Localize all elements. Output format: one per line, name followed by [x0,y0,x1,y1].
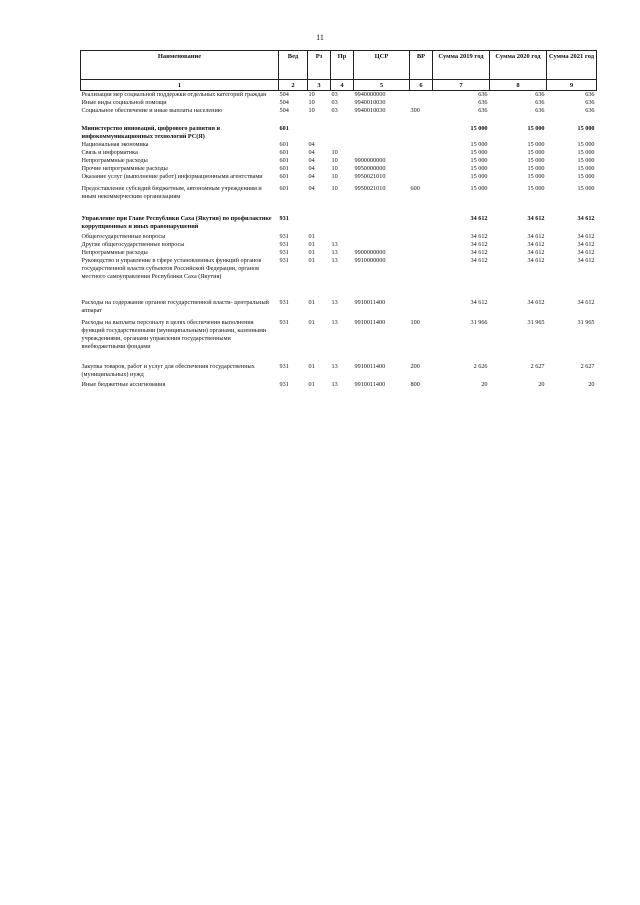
cell-csr: 9940010030 [354,107,386,114]
header-labels-row [81,51,597,80]
cell-csr [354,141,410,149]
cell-pr: 10 [331,173,338,180]
table-row [81,165,597,173]
cell-csr: 9950021010 [354,173,386,180]
cell-name: Непрограммные расходы [81,249,148,256]
cell-vr [410,157,433,165]
cell-sum-2021: 2 627 [580,363,595,370]
cell-rz: 01 [308,363,315,370]
col-header-sum-2019: Сумма 2019 год [433,51,490,80]
cell-pr [331,231,354,241]
cell-name: Руководство и управление в сфере установленных функций органов государственной власти субъектов Российской Федерации, органов местного самоуправления Республики Саха (Якутия) [81,257,262,280]
col-index-3: 3 [308,80,331,91]
cell-name: Иные бюджетные ассигнования [81,381,166,388]
cell-sum-2020: 15 000 [527,173,545,180]
cell-sum-2019: 15 000 [470,173,488,180]
cell-sum-2019: 15 000 [470,157,488,164]
cell-sum-2021: 15 000 [577,185,595,192]
cell-csr: 9900000000 [354,249,386,256]
cell-csr: 9910011400 [354,319,386,326]
cell-sum-2020: 636 [535,99,545,106]
header-index-row [81,80,597,91]
col-header-name: Наименование [81,51,279,80]
cell-csr: 9910011400 [354,381,386,388]
cell-sum-2019: 31 966 [470,319,488,326]
table-row [81,157,597,165]
cell-csr: 9950000000 [354,165,386,172]
col-index-7: 7 [433,80,490,91]
cell-ved: 931 [279,241,289,248]
cell-sum-2019: 15 000 [470,185,488,192]
cell-vr [410,165,433,173]
table-row [81,241,597,249]
cell-rz: 01 [308,257,315,264]
cell-ved: 601 [279,149,289,156]
cell-sum-2020: 636 [535,91,545,98]
cell-rz: 04 [308,165,315,172]
cell-pr: 10 [331,165,338,172]
cell-ved: 931 [279,233,289,240]
cell-sum-2020: 15 000 [527,165,545,172]
table-row [81,115,597,141]
col-index-4: 4 [331,80,354,91]
cell-sum-2020: 15 000 [527,149,545,156]
cell-vr: 600 [410,185,420,192]
cell-csr [354,201,410,231]
cell-ved: 601 [279,157,289,164]
cell-pr [331,201,354,231]
cell-vr: 300 [410,107,420,114]
cell-sum-2021: 15 000 [577,157,595,164]
cell-ved: 931 [279,257,289,264]
col-index-5: 5 [354,80,410,91]
cell-pr: 13 [331,257,338,264]
table-row [81,249,597,257]
cell-rz: 01 [308,299,315,306]
cell-sum-2019: 34 612 [470,257,488,264]
col-header-csr: ЦСР [354,51,410,80]
cell-rz: 04 [308,185,315,192]
table-body [81,91,597,390]
cell-sum-2021: 15 000 [577,125,595,132]
cell-ved: 504 [279,99,289,106]
cell-pr: 13 [331,299,338,306]
col-index-1: 1 [81,80,279,91]
cell-sum-2021: 636 [585,107,595,114]
cell-sum-2020: 34 612 [527,257,545,264]
cell-ved: 601 [279,141,289,148]
cell-ved: 931 [279,249,289,256]
cell-pr: 13 [331,249,338,256]
col-index-2: 2 [279,80,308,91]
cell-name: Связь и информатика [81,149,138,156]
cell-vr: 200 [410,363,420,370]
cell-sum-2019: 34 612 [470,215,488,222]
cell-pr: 10 [331,185,338,192]
cell-sum-2020: 636 [535,107,545,114]
cell-sum-2020: 2 627 [530,363,545,370]
cell-sum-2019: 34 612 [470,233,488,240]
cell-vr [410,249,433,257]
cell-sum-2019: 20 [481,381,488,388]
cell-sum-2020: 34 612 [527,215,545,222]
cell-name: Другие общегосударственные вопросы [81,241,185,248]
col-index-9: 9 [547,80,597,91]
cell-sum-2019: 636 [478,107,488,114]
cell-sum-2020: 34 612 [527,241,545,248]
cell-name: Предоставление субсидий бюджетным, автономным учреждениям и иным некоммерческим организациям [81,185,262,200]
cell-name: Прочие непрограммные расходы [81,165,168,172]
cell-rz [308,201,331,231]
table-row [81,257,597,281]
cell-ved: 931 [279,363,289,370]
col-header-rz: Рз [308,51,331,80]
cell-csr: 9940010030 [354,99,386,106]
cell-sum-2019: 15 000 [470,141,488,148]
cell-sum-2020: 15 000 [527,141,545,148]
col-header-sum-2020: Сумма 2020 год [490,51,547,80]
cell-sum-2021: 31 965 [577,319,595,326]
cell-csr: 9940000000 [354,91,386,98]
col-header-vr: ВР [410,51,433,80]
cell-sum-2019: 636 [478,91,488,98]
cell-ved: 504 [279,107,289,114]
table-row [81,181,597,201]
cell-rz: 04 [308,173,315,180]
cell-vr [410,91,433,100]
cell-rz [308,115,331,141]
table-row [81,379,597,389]
cell-pr: 10 [331,149,338,156]
cell-pr: 13 [331,241,338,248]
cell-rz: 04 [308,141,315,148]
cell-rz: 01 [308,241,315,248]
cell-csr: 9900000000 [354,157,386,164]
cell-rz: 04 [308,157,315,164]
cell-name: Расходы на содержание органов государственной власти- центральный аппарат [81,299,269,314]
cell-name: Общегосударственные вопросы [81,233,166,240]
cell-sum-2021: 636 [585,99,595,106]
cell-ved: 504 [279,91,289,98]
cell-vr [410,115,433,141]
cell-sum-2020: 31 965 [527,319,545,326]
cell-ved: 931 [279,381,289,388]
cell-sum-2019: 15 000 [470,165,488,172]
cell-csr [354,231,410,241]
cell-rz: 04 [308,149,315,156]
cell-sum-2021: 34 612 [577,241,595,248]
cell-pr [331,141,354,149]
cell-ved: 601 [279,125,289,132]
cell-vr [410,281,433,315]
cell-sum-2019: 15 000 [470,125,488,132]
cell-rz: 01 [308,249,315,256]
table-row [81,173,597,181]
cell-vr [410,257,433,281]
cell-rz: 10 [308,99,315,106]
cell-name: Иные виды социальной помощи [81,99,167,106]
cell-pr: 10 [331,157,338,164]
cell-sum-2020: 34 612 [527,249,545,256]
cell-ved: 601 [279,173,289,180]
cell-sum-2021: 20 [588,381,595,388]
table-row [81,141,597,149]
table-row [81,315,597,351]
cell-sum-2021: 34 612 [577,299,595,306]
cell-vr [410,141,433,149]
cell-sum-2019: 15 000 [470,149,488,156]
cell-csr [354,241,410,249]
col-header-sum-2021: Сумма 2021 год [547,51,597,80]
cell-sum-2020: 15 000 [527,185,545,192]
cell-sum-2021: 15 000 [577,173,595,180]
cell-rz: 10 [308,91,315,98]
cell-sum-2020: 15 000 [527,125,545,132]
cell-rz: 01 [308,381,315,388]
cell-name: Непрограммные расходы [81,157,148,164]
cell-pr: 03 [331,99,338,106]
cell-vr [410,99,433,107]
page-number: 11 [316,33,324,42]
table-row [81,149,597,157]
cell-rz: 01 [308,319,315,326]
cell-name: Управление при Главе Республики Саха (Якутия) по профилактике коррупционных и иных правонарушений [81,215,272,230]
cell-sum-2019: 34 612 [470,299,488,306]
cell-vr [410,201,433,231]
cell-vr: 800 [410,381,420,388]
cell-pr: 13 [331,381,338,388]
cell-name: Министерство инноваций, цифрового развития и инфокоммуникационных технологий РС(Я) [81,125,221,140]
cell-name: Национальная экономика [81,141,149,148]
cell-csr: 9910011400 [354,299,386,306]
cell-sum-2020: 20 [538,381,545,388]
table-row [81,99,597,107]
cell-ved: 931 [279,215,289,222]
cell-sum-2021: 34 612 [577,215,595,222]
table-row [81,107,597,115]
table-row [81,91,597,100]
cell-vr [410,149,433,157]
cell-sum-2019: 2 626 [473,363,488,370]
cell-sum-2019: 636 [478,99,488,106]
cell-sum-2019: 34 612 [470,249,488,256]
cell-name: Социальное обеспечение и иные выплаты населению [81,107,223,114]
cell-csr [354,115,410,141]
cell-sum-2021: 15 000 [577,165,595,172]
col-header-pr: Пр [331,51,354,80]
cell-pr: 03 [331,91,338,98]
cell-sum-2021: 34 612 [577,249,595,256]
cell-sum-2020: 34 612 [527,233,545,240]
cell-pr: 13 [331,363,338,370]
cell-name: Расходы на выплаты персоналу в целях обеспечения выполнения функций государственными (муниципальными) органами, казенными учреждениями, органами управления государственными внебюджетными фондами [81,319,267,350]
cell-sum-2021: 34 612 [577,257,595,264]
budget-table [80,50,597,389]
cell-vr [410,173,433,181]
cell-vr [410,231,433,241]
col-header-ved: Вед [279,51,308,80]
cell-csr: 9910011400 [354,363,386,370]
cell-pr: 03 [331,107,338,114]
cell-rz: 01 [308,233,315,240]
cell-sum-2021: 15 000 [577,141,595,148]
col-index-6: 6 [410,80,433,91]
cell-csr: 9910000000 [354,257,386,264]
cell-vr: 100 [410,319,420,326]
table-row [81,201,597,231]
table-header [81,51,597,91]
cell-name: Оказание услуг (выполнение работ) информационными агентствами [81,173,263,180]
table-row [81,351,597,379]
cell-sum-2020: 34 612 [527,299,545,306]
cell-sum-2019: 34 612 [470,241,488,248]
cell-ved: 601 [279,165,289,172]
cell-sum-2021: 15 000 [577,149,595,156]
cell-name: Закупка товаров, работ и услуг для обеспечения государственных (муниципальных) нужд [81,363,255,378]
table-row [81,231,597,241]
cell-pr: 13 [331,319,338,326]
cell-ved: 931 [279,299,289,306]
cell-ved: 931 [279,319,289,326]
table-row [81,281,597,315]
cell-csr [354,149,410,157]
cell-pr [331,115,354,141]
cell-sum-2020: 15 000 [527,157,545,164]
cell-sum-2021: 636 [585,91,595,98]
cell-vr [410,241,433,249]
cell-rz: 10 [308,107,315,114]
cell-name: Реализация мер социальной поддержки отдельных категорий граждан [81,91,267,98]
cell-sum-2021: 34 612 [577,233,595,240]
cell-ved: 601 [279,185,289,192]
cell-csr: 9950021010 [354,185,386,192]
col-index-8: 8 [490,80,547,91]
